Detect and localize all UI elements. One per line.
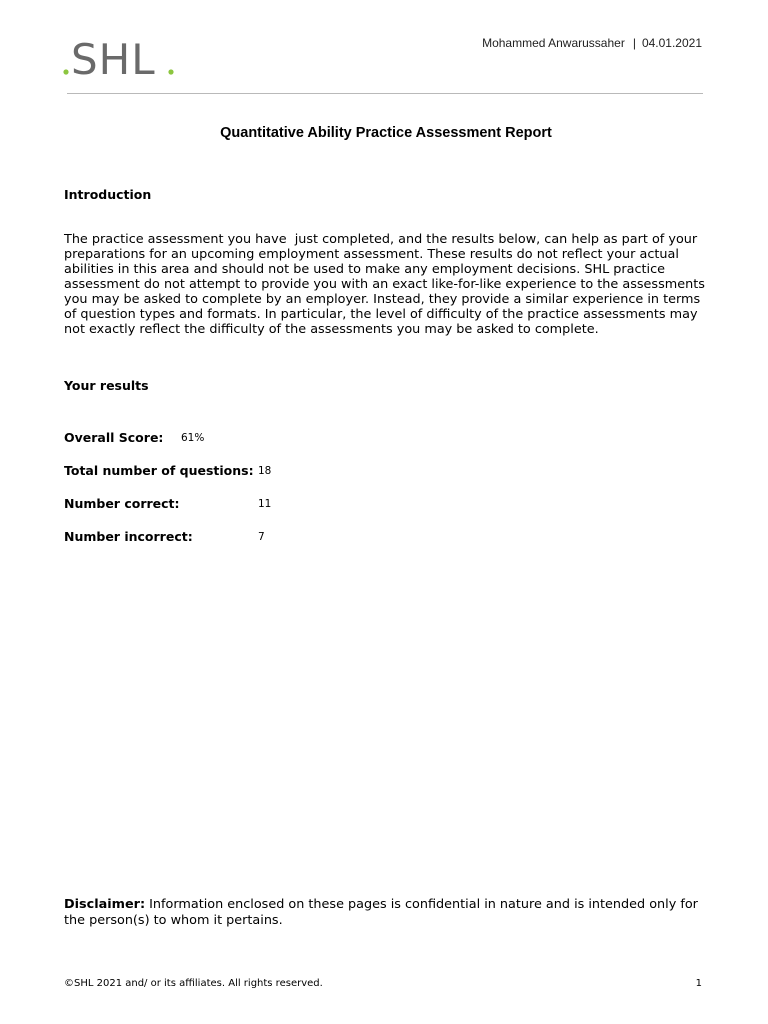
disclaimer: [64, 897, 714, 928]
results-heading: Your results: [64, 378, 149, 393]
page-number: 1: [695, 978, 702, 989]
footer-copyright: ©SHL 2021 and/ or its affiliates. All rights reserved.: [64, 978, 323, 989]
shl-logo: [62, 30, 182, 80]
header-meta: [482, 36, 702, 50]
report-date: 04.01.2021: [641, 36, 702, 50]
disclaimer-text: Information enclosed on these pages is confidential in nature and is intended only for the person(s) to whom it pertains.: [64, 897, 703, 928]
report-title: Quantitative Ability Practice Assessment Report: [220, 125, 552, 141]
overall-score-label: Overall Score:: [64, 430, 164, 445]
candidate-name: Mohammed Anwarussaher: [482, 36, 625, 50]
number-correct-label: Number correct:: [64, 496, 180, 511]
number-incorrect-label: Number incorrect:: [64, 529, 193, 544]
shl-logo-mark: [62, 30, 182, 80]
logo-dot-left: [63, 69, 68, 74]
total-questions-label: Total number of questions:: [64, 463, 254, 478]
logo-dot-right: [168, 69, 173, 74]
total-questions-value: 18: [258, 465, 272, 477]
introduction-body: The practice assessment you have just completed, and the results below, can help as part of your preparations for an upcoming employment assessment. These results do not reflect your actual abilities in this area and should not be used to make any employment decisions. SHL practice assessment do not attempt to provide you with an exact like-for-like experience to the assessments you may be asked to complete by an employer. Instead, they provide a similar experience in terms of question types and formats. In particular, the level of difficulty of the practice assessments may not exactly reflect the difficulty of the assessments you may be asked to complete.: [64, 232, 709, 337]
number-correct-value: 11: [258, 498, 272, 510]
introduction-heading: Introduction: [64, 187, 152, 202]
header-separator: |: [632, 36, 636, 50]
number-incorrect-value: 7: [258, 531, 265, 543]
header-divider: [67, 93, 703, 94]
disclaimer-label: Disclaimer:: [64, 897, 146, 912]
overall-score-value: 61%: [181, 432, 205, 444]
logo-text: SHL: [71, 35, 156, 80]
